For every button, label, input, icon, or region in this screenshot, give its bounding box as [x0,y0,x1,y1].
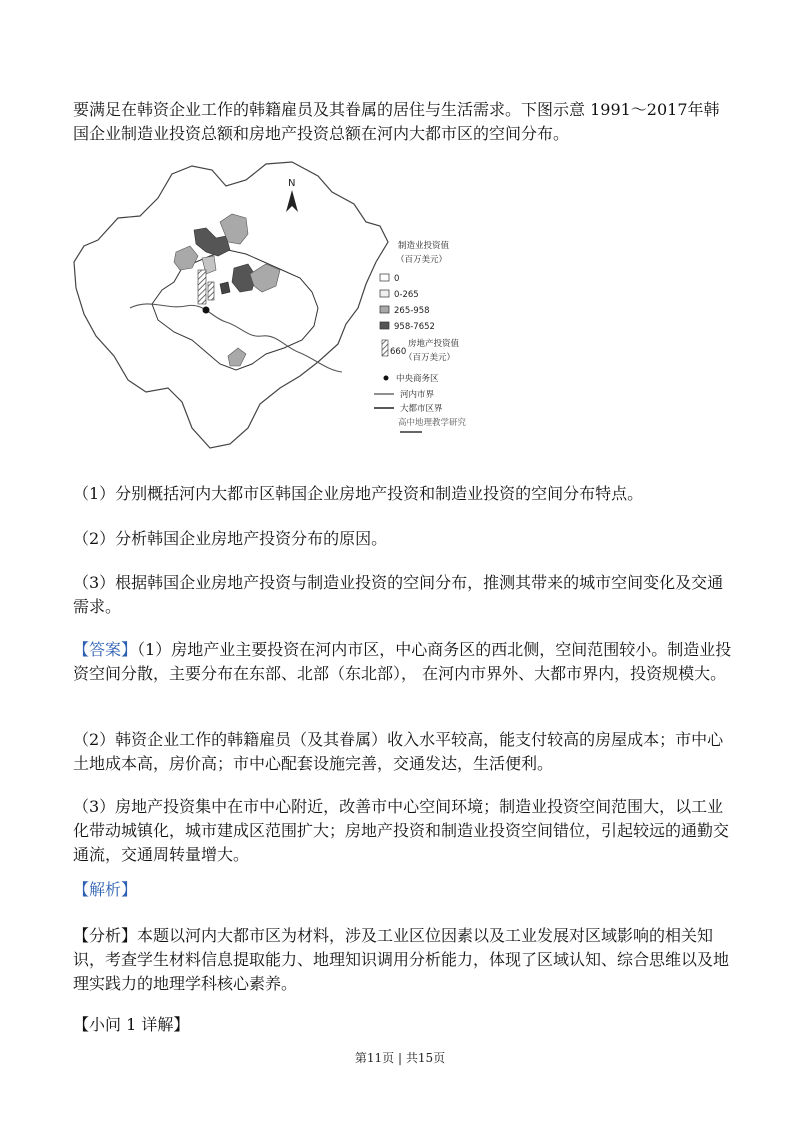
mfg-district-grey-nw [174,246,198,270]
hanoi-investment-map [70,158,490,458]
legend-re-unit: （百万美元） [404,353,456,363]
legend-level-2: 265-958 [394,306,430,316]
legend-mfg-unit: （百万美元） [396,255,448,265]
mfg-district-dark-center [220,282,230,294]
legend-swatch-3 [380,322,389,329]
question-3: （3）根据韩国企业房地产投资与制造业投资的空间分布，推测其带来的城市空间变化及交通需求。 [73,573,724,616]
legend-metro-boundary: 大都市区界 [400,404,443,414]
legend-level-1: 0-265 [394,290,419,300]
legend-swatch-1 [380,290,389,297]
map-legend [374,240,467,432]
legend-level-0: 0 [394,274,400,284]
legend-re-value: 660 [390,347,407,357]
answer-label: 【答案】 [73,640,138,659]
real-estate-bar-2 [208,282,214,300]
question-1: （1）分别概括河内大都市区韩国企业房地产投资和制造业投资的空间分布特点。 [73,484,644,503]
answer-1 [73,638,733,686]
footer-total: 共15页 [405,1051,446,1065]
legend-level-3: 958-7652 [394,322,435,332]
legend-cbd: 中央商务区 [396,374,439,384]
answer-3: （3）房地产投资集中在市中心附近，改善市中心空间环境；制造业投资空间范围大，以工业化带动城镇化，城市建成区范围扩大；房地产投资和制造业投资空间错位，引起较远的通勤交通流，交通周转量增大。 [73,797,730,864]
legend-hanoi-boundary: 河内市界 [400,390,435,400]
analysis-label: 【解析】 [73,880,138,899]
question-2: （2）分析韩国企业房地产投资分布的原因。 [73,529,388,548]
legend-re-title: 房地产投资值 [408,339,460,349]
legend-swatch-2 [380,306,389,313]
legend-watermark: 高中地理教学研究 [398,418,467,428]
mfg-district-grey-east [250,264,280,292]
mfg-district-grey-south [228,348,246,366]
analysis-text: 【分析】本题以河内大都市区为材料，涉及工业区位因素以及工业发展对区域影响的相关知识，考查学生材料信息提取能力、地理知识调用分析能力，体现了区域认知、综合思维以及地理实践力的地理学科核心素养。 [73,926,730,993]
footer-separator: | [397,1051,403,1065]
north-arrow-icon [286,190,298,212]
subquestion-1-heading: 【小问 1 详解】 [73,1015,190,1034]
real-estate-bar-1 [198,270,206,304]
page-footer [0,1049,800,1066]
intro-paragraph: 要满足在韩资企业工作的韩籍雇员及其眷属的居住与生活需求。下图示意 1991～2017年韩国企业制造业投资总额和房地产投资总额在河内大都市区的空间分布。 [73,100,720,143]
legend-hatch-swatch [382,340,388,356]
cbd-marker [203,307,210,314]
legend-cbd-dot [384,376,389,381]
legend-swatch-0 [380,274,389,281]
metro-area-boundary [74,162,388,448]
answer-1-text: （1）房地产业主要投资在河内市区，中心商务区的西北侧，空间范围较小。制造业投资空间分散，主要分布在东部、北部（东北部）， 在河内市界外、大都市界内，投资规模大。 [73,640,732,683]
north-label: N [288,178,296,189]
legend-mfg-title: 制造业投资值 [398,241,450,251]
answer-2: （2）韩资企业工作的韩籍雇员（及其眷属）收入水平较高，能支付较高的房屋成本；市中心土地成本高，房价高；市中心配套设施完善，交通发达，生活便利。 [73,730,724,773]
footer-page: 第11页 [354,1051,395,1065]
